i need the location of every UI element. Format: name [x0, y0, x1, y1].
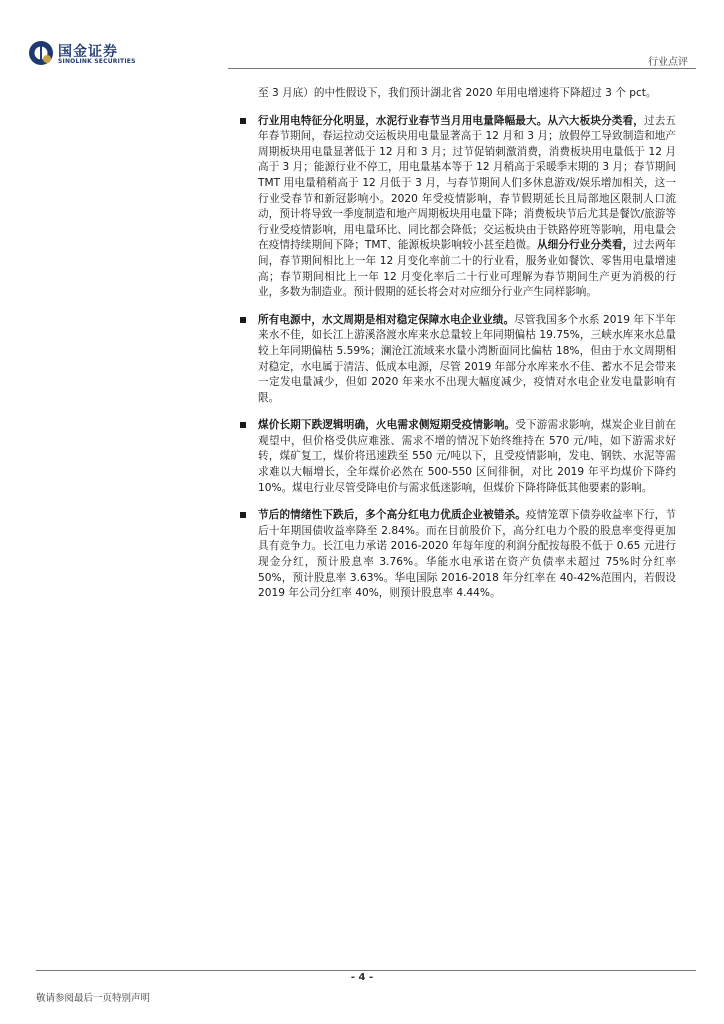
bullet-lead: 行业用电特征分化明显，水泥行业春节当月用电量降幅最大。从六大板块分类看，	[258, 114, 644, 127]
page-header	[0, 0, 724, 75]
footer-disclaimer: 敬请参阅最后一页特别声明	[36, 993, 151, 1004]
bullet-lead: 所有电源中，水文周期是相对稳定保障水电企业业绩。	[258, 313, 515, 326]
bullet-text: 过去五年春节期间，春运拉动交运板块用电量显著高于 12 月和 3 月；放假停工导致制造和地产周期板块用电量显著低于 12 月和 3 月；过节促销刺激消费，消费板块用电量低于 12 月高于 3 月；能源行业不停工，用电量基本等于 12 月稍高于采暖季末期的 3 月；春节期间 TMT 用电量稍稍高于 12 月低于 3 月，与春节期间人们多休息游戏/娱乐增加相关，这一行业受春节和新冠影响小。2020 年受疫情影响，春节假期延长且局部地区限制人口流动，预计将导致一季度制造和地产周期板块用电量下降；消费板块节后尤其是餐饮/旅游等行业受疫情影响，用电量环比、同比都会降低；交运板块由于铁路停班等影响，用电量会在疫情持续期间下降；TMT、能源板块影响较小甚至趋微。	[258, 114, 677, 252]
header-divider	[228, 68, 696, 69]
bullet-text-secondary: 过去两年间，春节期间相比上一年 12 月变化率前二十的行业看，服务业如餐饮、零售用电量增速高；春节期间相比上一年 12 月变化率后二十行业可理解为春节期间生产更为消极的行业，多数为制造业。预计假期的延长将会对对应细分行业产生同样影响。	[258, 239, 676, 299]
footer-divider	[36, 970, 696, 971]
bullet-lead-secondary: 从细分行业分类看，	[536, 239, 634, 252]
square-bullet-icon	[240, 317, 246, 323]
page-number: - 4 -	[350, 972, 374, 983]
bullet-lead: 节后的情绪性下跌后，多个高分红电力优质企业被错杀。	[258, 509, 527, 522]
square-bullet-icon	[240, 422, 246, 428]
company-logo	[28, 40, 138, 68]
main-content	[258, 86, 676, 614]
sinolink-logo-icon	[28, 40, 54, 66]
logo-text-cn: 国金证券	[58, 44, 118, 60]
bullet-paragraph	[258, 313, 676, 407]
bullet-paragraph	[258, 114, 676, 301]
bullet-paragraph	[258, 508, 676, 602]
bullet-text: 尽管我国多个水系 2019 年下半年来水不佳，如长江上游溪洛渡水库来水总量较上年同期偏枯 19.75%，三峡水库来水总量较上年同期偏枯 5.59%；澜沧江流域来水量小湾断面同比偏枯 18%，但由于水文周期相对稳定，水电属于清洁、低成本电源，尽管 2019 年部分水库来水不佳、蓄水不足会带来一定发电量减少，但如 2020 年来水不出现大幅度减少，疫情对水电企业发电量影响有限。	[258, 313, 677, 404]
logo-text-en: SINOLINK SECURITIES	[58, 58, 136, 65]
bullet-text: 疫情笼罩下债券收益率下行，节后十年期国债收益率降至 2.84%。而在目前股价下，高分红电力个股的股息率变得更加具有竞争力。长江电力承诺 2016-2020 年每年度的利润分配按每股不低于 0.65 元进行现金分红，预计股息率 3.76%。华能水电承诺在资产负债率未超过 75%时分红率 50%，预计股息率 3.63%。华电国际 2016-2018 年分红率在 40-42%范围内，若假设 2019 年公司分红率 40%，则预计股息率 4.44%。	[258, 509, 676, 600]
continuation-paragraph: 至 3 月底）的中性假设下，我们预计湖北省 2020 年用电增速将下降超过 3 个 pct。	[258, 87, 657, 99]
bullet-paragraph	[258, 418, 676, 496]
square-bullet-icon	[240, 512, 246, 518]
square-bullet-icon	[240, 118, 246, 124]
bullet-text: 受下游需求影响，煤炭企业目前在观望中，但价格受供应难涨、需求不增的情况下始终维持在 570 元/吨，如下游需求好转，煤矿复工，煤价将迅速跌至 550 元/吨以下，且受疫情影响，发电、钢铁、水泥等需求难以大幅增长，全年煤价必然在 500-550 区间徘徊，对比 2019 年平均煤价下降约 10%。煤电行业尽管受降电价与需求低迷影响，但煤价下降将降低其他要素的影响。	[258, 419, 677, 494]
bullet-lead: 煤价长期下跌逻辑明确，火电需求侧短期受疫情影响。	[258, 419, 516, 432]
report-type-label: 行业点评	[648, 57, 688, 68]
